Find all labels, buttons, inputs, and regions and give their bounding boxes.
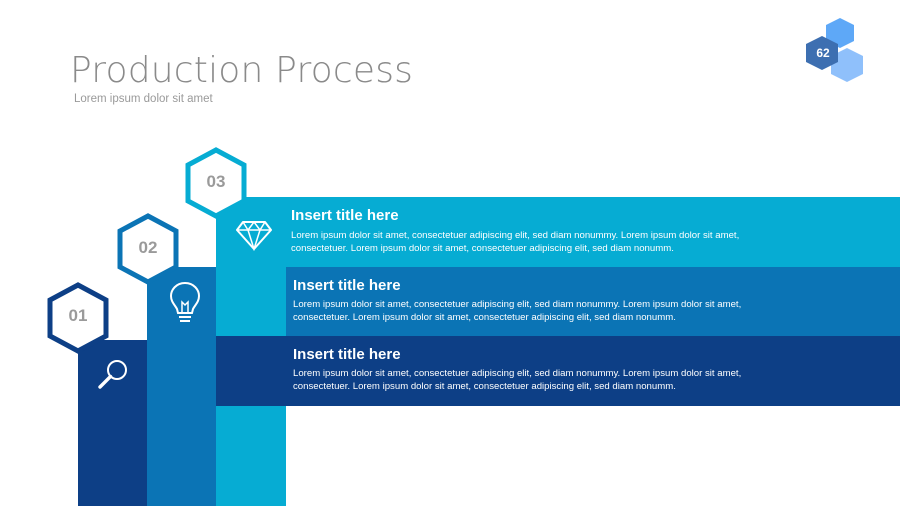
step3-text: Lorem ipsum dolor sit amet, consectetuer adipiscing elit, sed diam nonummy. Lorem ipsum dolor sit amet, consectetuer. Lorem ipsum dolor sit amet, consectetuer adipiscing elit, sed diam nonumm. [291, 230, 740, 254]
slide-number: 62 [816, 46, 830, 60]
page-subtitle: Lorem ipsum dolor sit amet [74, 93, 213, 105]
step1-text: Lorem ipsum dolor sit amet, consectetuer adipiscing elit, sed diam nonummy. Lorem ipsum dolor sit amet, consectetuer. Lorem ipsum dolor sit amet, consectetuer adipiscing elit, sed diam nonumm. [293, 368, 742, 392]
step3-number: 03 [206, 172, 226, 191]
magnifier-icon [96, 356, 132, 392]
diamond-icon [235, 219, 273, 251]
step2-number: 02 [138, 238, 158, 257]
lightbulb-icon [168, 280, 202, 326]
step1-title: Insert title here [293, 346, 401, 363]
page-title: Production Process [70, 50, 414, 91]
step2-title: Insert title here [293, 277, 401, 294]
step2-text: Lorem ipsum dolor sit amet, consectetuer adipiscing elit, sed diam nonummy. Lorem ipsum dolor sit amet, consectetuer. Lorem ipsum dolor sit amet, consectetuer adipiscing elit, sed diam nonumm. [293, 299, 742, 323]
step1-number: 01 [68, 306, 88, 325]
step3-title: Insert title here [291, 207, 399, 224]
